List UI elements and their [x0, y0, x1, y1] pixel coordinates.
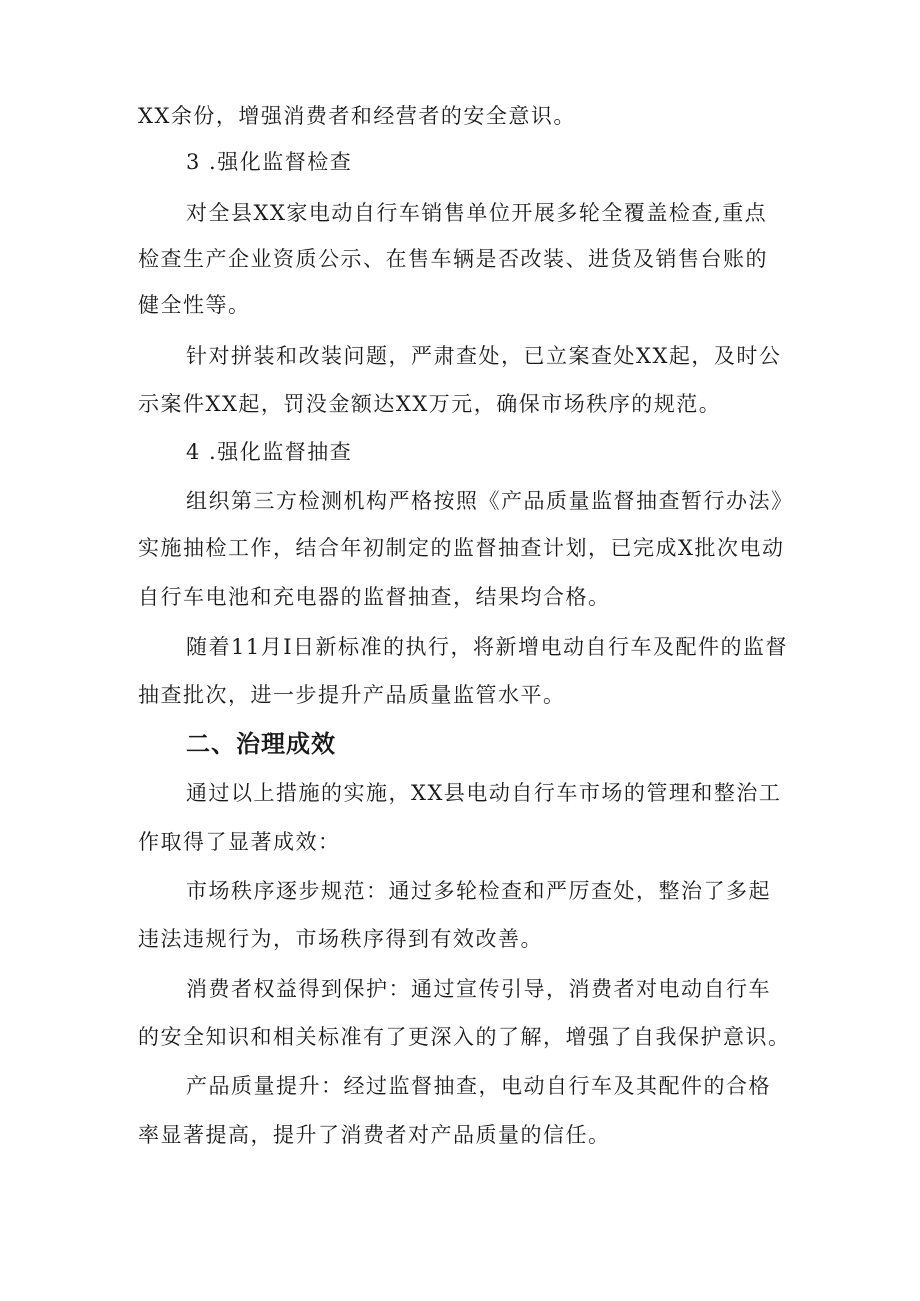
paragraph-line: 自行车电池和充电器的监督抽查，结果均合格。: [138, 585, 611, 609]
paragraph-line: 示案件XX起，罚没金额达XX万元，确保市场秩序的规范。: [138, 392, 722, 416]
paragraph-line: XX余份，增强消费者和经营者的安全意识。: [138, 104, 576, 128]
paragraph-line: 抽查批次，进一步提升产品质量监管水平。: [138, 683, 566, 707]
paragraph-line: 对全县XX家电动自行车销售单位开展多轮全覆盖检查,重点: [186, 201, 768, 225]
paragraph-line: 消费者权益得到保护：通过宣传引导，消费者对电动自行车: [186, 977, 771, 1001]
paragraph-line: 随着11月I日新标准的执行，将新增电动自行车及配件的监督: [186, 635, 789, 659]
paragraph-line: 实施抽检工作，结合年初制定的监督抽查计划，已完成X批次电动: [138, 536, 785, 560]
paragraph-line: 市场秩序逐步规范：通过多轮检查和严厉查处，整治了多起: [186, 879, 771, 903]
paragraph-line: 健全性等。: [138, 293, 251, 317]
paragraph-line: 的安全知识和相关标准有了更深入的了解，增强了自我保护意识。: [138, 1025, 791, 1049]
section-heading-4: 4 .强化监督抽查: [186, 440, 353, 464]
paragraph-line: 通过以上措施的实施，XX县电动自行车市场的管理和整治工: [186, 781, 782, 805]
paragraph-line: 检查生产企业资质公示、在售车辆是否改装、进货及销售台账的: [138, 247, 768, 271]
paragraph-line: 组织第三方检测机构严格按照《产品质量监督抽查暂行办法》: [186, 489, 794, 513]
paragraph-line: 针对拼装和改装问题，严肃查处，已立案查处XX起，及时公: [186, 344, 782, 368]
paragraph-line: 产品质量提升：经过监督抽查，电动自行车及其配件的合格: [186, 1074, 771, 1098]
section-title: 二、治理成效: [186, 730, 336, 758]
paragraph-line: 作取得了显著成效：: [138, 830, 341, 854]
paragraph-line: 率显著提高，提升了消费者对产品质量的信任。: [138, 1123, 611, 1147]
paragraph-line: 违法违规行为，市场秩序得到有效改善。: [138, 927, 543, 951]
section-heading-3: 3 .强化监督检查: [186, 150, 353, 174]
